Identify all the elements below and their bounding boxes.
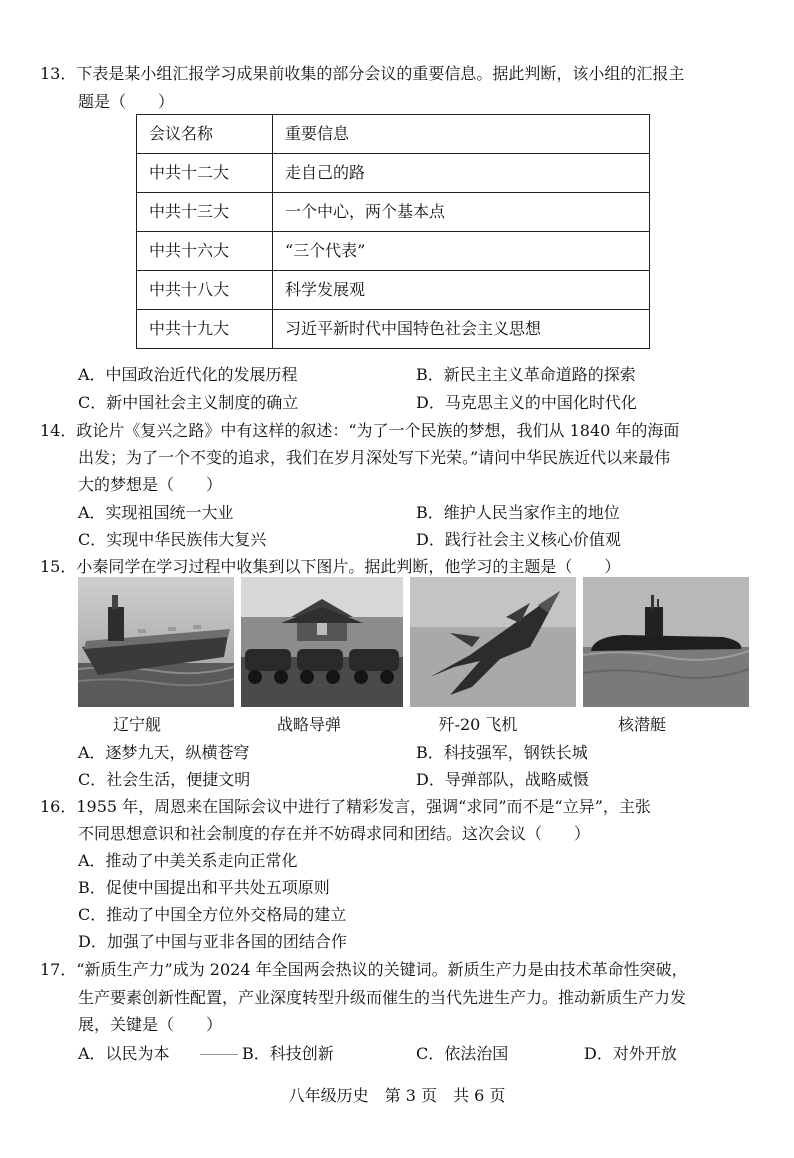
q16-option-b[interactable]: B．促使中国提出和平共处五项原则 bbox=[78, 878, 330, 897]
nuclear-submarine-photo bbox=[583, 577, 749, 707]
q15-option-d[interactable]: D．导弹部队，战略威慑 bbox=[416, 770, 589, 789]
q16-stem-line2: 不同思想意识和社会制度的存在并不妨碍求同和团结。这次会议（ ） bbox=[78, 824, 591, 843]
table-row bbox=[137, 232, 650, 271]
meeting-name-cell: 中共十二大 bbox=[137, 154, 273, 193]
caption-liaoning: 辽宁舰 bbox=[112, 715, 161, 734]
q13-option-c[interactable]: C．新中国社会主义制度的确立 bbox=[78, 393, 299, 412]
q17-option-c[interactable]: C．依法治国 bbox=[416, 1044, 509, 1063]
q17-stem-line2: 生产要素创新性配置，产业深度转型升级而催生的当代先进生产力。推动新质生产力发 bbox=[78, 988, 687, 1007]
q14-option-c[interactable]: C．实现中华民族伟大复兴 bbox=[78, 530, 267, 549]
header-meeting-name: 会议名称 bbox=[137, 115, 273, 154]
q16-stem-line1: 16．1955 年，周恩来在国际会议中进行了精彩发言，强调“求同”而不是“立异”，主张 bbox=[40, 797, 651, 816]
q15-stem-line1: 15．小秦同学在学习过程中收集到以下图片。据此判断，他学习的主题是（ ） bbox=[40, 557, 621, 576]
q14-option-a[interactable]: A．实现祖国统一大业 bbox=[78, 503, 234, 522]
table-row bbox=[137, 193, 650, 232]
table-header-row bbox=[137, 115, 650, 154]
q14-stem-line3: 大的梦想是（ ） bbox=[78, 475, 223, 494]
table-row bbox=[137, 310, 650, 349]
q17-option-a[interactable]: A．以民为本 bbox=[78, 1044, 170, 1063]
q13-stem-line1: 13．下表是某小组汇报学习成果前收集的部分会议的重要信息。据此判断，该小组的汇报主 bbox=[40, 64, 685, 83]
q15-option-a[interactable]: A．逐梦九天，纵横苍穹 bbox=[78, 743, 250, 762]
key-info-cell: 一个中心，两个基本点 bbox=[273, 193, 650, 232]
page-footer: 八年级历史 第 3 页 共 6 页 bbox=[288, 1086, 506, 1105]
meeting-name-cell: 中共十八大 bbox=[137, 271, 273, 310]
q13-option-d[interactable]: D．马克思主义的中国化时代化 bbox=[416, 393, 637, 412]
q16-option-c[interactable]: C．推动了中国全方位外交格局的建立 bbox=[78, 905, 347, 924]
q14-stem-line2: 出发；为了一个不变的追求，我们在岁月深处写下光荣。”请问中华民族近代以来最伟 bbox=[78, 448, 671, 467]
q14-option-d[interactable]: D．践行社会主义核心价值观 bbox=[416, 530, 621, 549]
meeting-table bbox=[136, 114, 650, 349]
key-info-cell: 走自己的路 bbox=[273, 154, 650, 193]
q15-option-b[interactable]: B．科技强军，钢铁长城 bbox=[416, 743, 588, 762]
q16-option-a[interactable]: A．推动了中美关系走向正常化 bbox=[78, 851, 298, 870]
q14-option-b[interactable]: B．维护人民当家作主的地位 bbox=[416, 503, 620, 522]
meeting-name-cell: 中共十九大 bbox=[137, 310, 273, 349]
q14-stem-line1: 14．政论片《复兴之路》中有这样的叙述：“为了一个民族的梦想，我们从 1840 年的海面 bbox=[40, 421, 680, 440]
q17-option-b[interactable]: B．科技创新 bbox=[242, 1044, 334, 1063]
stray-dash-mark bbox=[200, 1054, 238, 1055]
meeting-name-cell: 中共十六大 bbox=[137, 232, 273, 271]
q13-option-b[interactable]: B．新民主主义革命道路的探索 bbox=[416, 365, 636, 384]
caption-submarine: 核潜艇 bbox=[617, 715, 666, 734]
q13-option-a[interactable]: A．中国政治近代化的发展历程 bbox=[78, 365, 298, 384]
table-row bbox=[137, 271, 650, 310]
key-info-cell: “三个代表” bbox=[273, 232, 650, 271]
meeting-name-cell: 中共十三大 bbox=[137, 193, 273, 232]
caption-j20: 歼-20 飞机 bbox=[438, 715, 518, 734]
q16-option-d[interactable]: D．加强了中国与亚非各国的团结合作 bbox=[78, 932, 347, 951]
caption-missile: 战略导弹 bbox=[276, 715, 341, 734]
q17-stem-line3: 展，关键是（ ） bbox=[78, 1015, 223, 1034]
j20-fighter-photo bbox=[410, 577, 576, 707]
q15-option-c[interactable]: C．社会生活，便捷文明 bbox=[78, 770, 251, 789]
key-info-cell: 习近平新时代中国特色社会主义思想 bbox=[273, 310, 650, 349]
table-row bbox=[137, 154, 650, 193]
strategic-missile-photo bbox=[241, 577, 403, 707]
q13-stem-line2: 题是（ ） bbox=[78, 92, 175, 111]
key-info-cell: 科学发展观 bbox=[273, 271, 650, 310]
q17-option-d[interactable]: D．对外开放 bbox=[584, 1044, 677, 1063]
aircraft-carrier-photo bbox=[78, 577, 234, 707]
q17-stem-line1: 17．“新质生产力”成为 2024 年全国两会热议的关键词。新质生产力是由技术革命性突破， bbox=[40, 960, 688, 979]
header-key-info: 重要信息 bbox=[273, 115, 650, 154]
